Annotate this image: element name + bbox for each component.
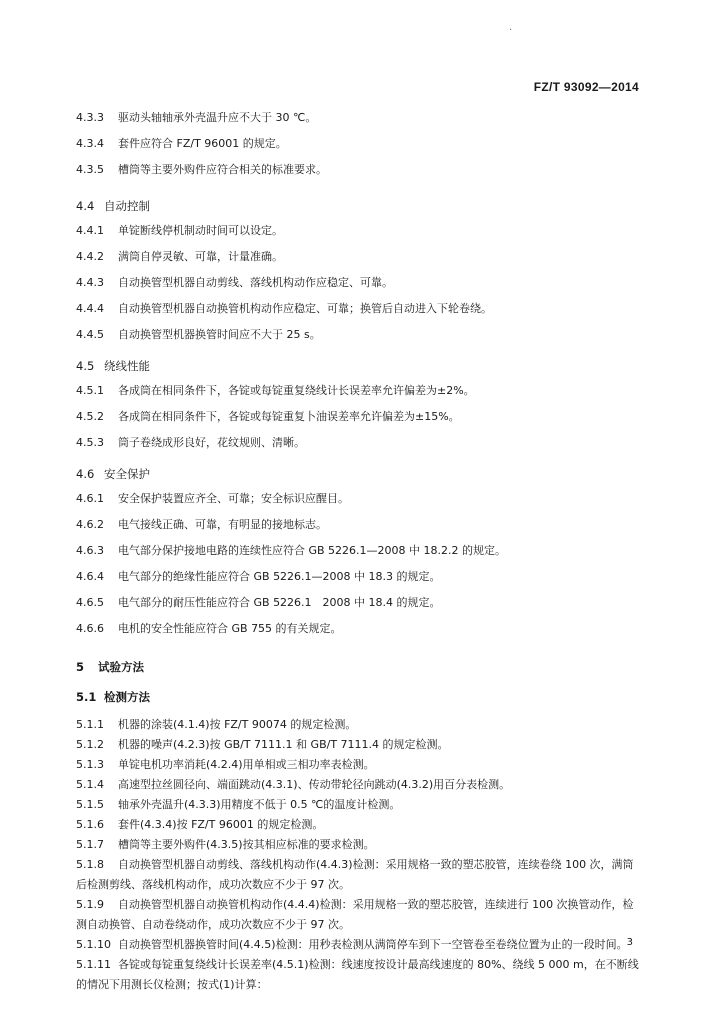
clause-4-4-2 <box>76 250 641 264</box>
section-title: 检测方法 <box>104 690 150 704</box>
clause-text: 满筒自停灵敏、可靠，计量准确。 <box>118 250 283 263</box>
clause-number: 5.1.5 <box>76 798 104 811</box>
section-number: 5 <box>76 660 85 674</box>
clause-number: 5.1.8 <box>76 858 104 871</box>
clause-text: 各成筒在相同条件下，各锭或每锭重复卜油误差率允许偏差为±15%。 <box>118 410 460 423</box>
clause-number: 4.4.3 <box>76 276 104 289</box>
clause-5-1-9 <box>76 895 641 935</box>
clause-text: 单锭电机功率消耗(4.2.4)用单相或三相功率表检测。 <box>118 758 375 771</box>
clause-text: 机器的噪声(4.2.3)按 GB/T 7111.1 和 GB/T 7111.4 的规定检测。 <box>118 738 449 751</box>
clause-number: 5.1.3 <box>76 758 104 771</box>
clause-5-1-10 <box>76 935 641 955</box>
clause-text: 自动换管型机器自动换管机构动作应稳定、可靠；换管后自动进入下轮卷绕。 <box>118 302 492 315</box>
section-title: 安全保护 <box>104 467 150 481</box>
clause-text: 机器的涂装(4.1.4)按 FZ/T 90074 的规定检测。 <box>118 718 357 731</box>
clause-text: 安全保护装置应齐全、可靠；安全标识应醒目。 <box>118 492 349 505</box>
clause-text: 筒子卷绕成形良好，花纹规则、清晰。 <box>118 436 305 449</box>
clause-text: 各成筒在相同条件下，各锭或每锭重复绕线计长误差率允许偏差为±2%。 <box>118 384 475 397</box>
clause-text: 自动换管型机器自动剪线、落线机构动作(4.4.3)检测：采用规格一致的塑芯胶管，连续卷绕 100 次，满筒后检测剪线、落线机构动作，成功次数应不少于 97 次。 <box>76 858 634 891</box>
clause-4-6-3 <box>76 544 641 558</box>
section-heading-5 <box>76 660 641 674</box>
clause-number: 4.4.1 <box>76 224 104 237</box>
clause-text: 套件(4.3.4)按 FZ/T 96001 的规定检测。 <box>118 818 324 831</box>
clause-number: 5.1.2 <box>76 738 104 751</box>
clause-text: 电机的安全性能应符合 GB 755 的有关规定。 <box>118 622 342 635</box>
section-number: 4.4 <box>76 199 95 213</box>
clause-text: 单锭断线停机制动时间可以设定。 <box>118 224 283 237</box>
clause-number: 4.6.4 <box>76 570 104 583</box>
clause-text: 各锭或每锭重复绕线计长误差率(4.5.1)检测：线速度按设计最高线速度的 80%、绕线 5 000 m，在不断线的情况下用测长仪检测；按式(1)计算： <box>76 958 639 991</box>
section-title: 绕线性能 <box>104 359 150 373</box>
clause-4-5-3 <box>76 436 641 450</box>
clause-4-6-5 <box>76 596 641 610</box>
clause-4-6-6 <box>76 622 641 636</box>
clause-5-1-4 <box>76 775 641 795</box>
clause-4-6-1 <box>76 492 641 506</box>
clause-number: 5.1.9 <box>76 898 104 911</box>
clause-5-1-2 <box>76 735 641 755</box>
section-heading-4-6 <box>76 467 641 481</box>
clause-number: 4.3.5 <box>76 163 104 176</box>
section-title: 自动控制 <box>104 199 150 213</box>
section-number: 5.1 <box>76 690 97 704</box>
clause-number: 4.4.4 <box>76 302 104 315</box>
clause-5-1-5 <box>76 795 641 815</box>
clause-4-4-4 <box>76 302 641 316</box>
clause-text: 电气部分的耐压性能应符合 GB 5226.1 2008 中 18.4 的规定。 <box>118 596 441 609</box>
clause-number: 4.5.1 <box>76 384 104 397</box>
clause-number: 5.1.4 <box>76 778 104 791</box>
section-title: 试验方法 <box>98 660 144 674</box>
clause-number: 4.6.1 <box>76 492 104 505</box>
clause-4-5-2 <box>76 410 641 424</box>
clause-number: 5.1.10 <box>76 938 111 951</box>
page-number: 3 <box>626 937 633 948</box>
clause-text: 自动换管型机器换管时间(4.4.5)检测：用秒表检测从满筒停车到下一空管卷至卷绕位置为止的一段时间。 <box>118 938 628 951</box>
clause-4-5-1 <box>76 384 641 398</box>
clause-4-4-3 <box>76 276 641 290</box>
clause-text: 自动换管型机器自动换管机构动作(4.4.4)检测：采用规格一致的塑芯胶管，连续进行 100 次换管动作，检测自动换管、自动卷绕动作，成功次数应不少于 97 次。 <box>76 898 634 931</box>
clause-number: 5.1.6 <box>76 818 104 831</box>
clause-text: 高速型拉丝圆径向、端面跳动(4.3.1)、传动带轮径向跳动(4.3.2)用百分表检测。 <box>118 778 511 791</box>
clause-5-1-11 <box>76 955 641 995</box>
clause-text: 电气接线正确、可靠，有明显的接地标志。 <box>118 518 327 531</box>
clause-4-6-2 <box>76 518 641 532</box>
clause-5-1-6 <box>76 815 641 835</box>
clause-number: 4.6.2 <box>76 518 104 531</box>
section-heading-5-1 <box>76 690 641 704</box>
clause-number: 4.4.5 <box>76 328 104 341</box>
clause-5-1-7 <box>76 835 641 855</box>
clause-number: 4.6.6 <box>76 622 104 635</box>
clause-text: 轴承外壳温升(4.3.3)用精度不低于 0.5 ℃的温度计检测。 <box>118 798 401 811</box>
clause-4-3-5 <box>76 163 641 177</box>
clause-4-4-1 <box>76 224 641 238</box>
clause-text: 槽筒等主要外购件应符合相关的标准要求。 <box>118 163 327 176</box>
clause-text: 电气部分的绝缘性能应符合 GB 5226.1—2008 中 18.3 的规定。 <box>118 570 441 583</box>
clause-4-3-4 <box>76 137 641 151</box>
clause-5-1-3 <box>76 755 641 775</box>
clause-4-3-3 <box>76 111 641 125</box>
clause-number: 4.5.3 <box>76 436 104 449</box>
clause-number: 5.1.11 <box>76 958 111 971</box>
clause-text: 自动换管型机器自动剪线、落线机构动作应稳定、可靠。 <box>118 276 393 289</box>
clause-5-1-8 <box>76 855 641 895</box>
clause-text: 套件应符合 FZ/T 96001 的规定。 <box>118 137 287 150</box>
clause-number: 5.1.1 <box>76 718 104 731</box>
clause-number: 4.3.3 <box>76 111 104 124</box>
clause-text: 驱动头轴轴承外壳温升应不大于 30 ℃。 <box>118 111 317 124</box>
clause-text: 自动换管型机器换管时间应不大于 25 s。 <box>118 328 321 341</box>
clause-4-6-4 <box>76 570 641 584</box>
clause-number: 4.6.3 <box>76 544 104 557</box>
standard-code: FZ/T 93092—2014 <box>533 80 639 94</box>
section-number: 4.5 <box>76 359 95 373</box>
section-heading-4-4 <box>76 199 641 213</box>
clause-number: 4.6.5 <box>76 596 104 609</box>
clause-number: 5.1.7 <box>76 838 104 851</box>
clause-4-4-5 <box>76 328 641 342</box>
clause-number: 4.3.4 <box>76 137 104 150</box>
clause-number: 4.4.2 <box>76 250 104 263</box>
clause-text: 电气部分保护接地电路的连续性应符合 GB 5226.1—2008 中 18.2.2 的规定。 <box>118 544 507 557</box>
clause-number: 4.5.2 <box>76 410 104 423</box>
section-number: 4.6 <box>76 467 95 481</box>
clause-text: 槽筒等主要外购件(4.3.5)按其相应标准的要求检测。 <box>118 838 375 851</box>
scan-mark: . <box>509 22 513 33</box>
document-body <box>76 111 641 995</box>
section-heading-4-5 <box>76 359 641 373</box>
clause-5-1-1 <box>76 715 641 735</box>
